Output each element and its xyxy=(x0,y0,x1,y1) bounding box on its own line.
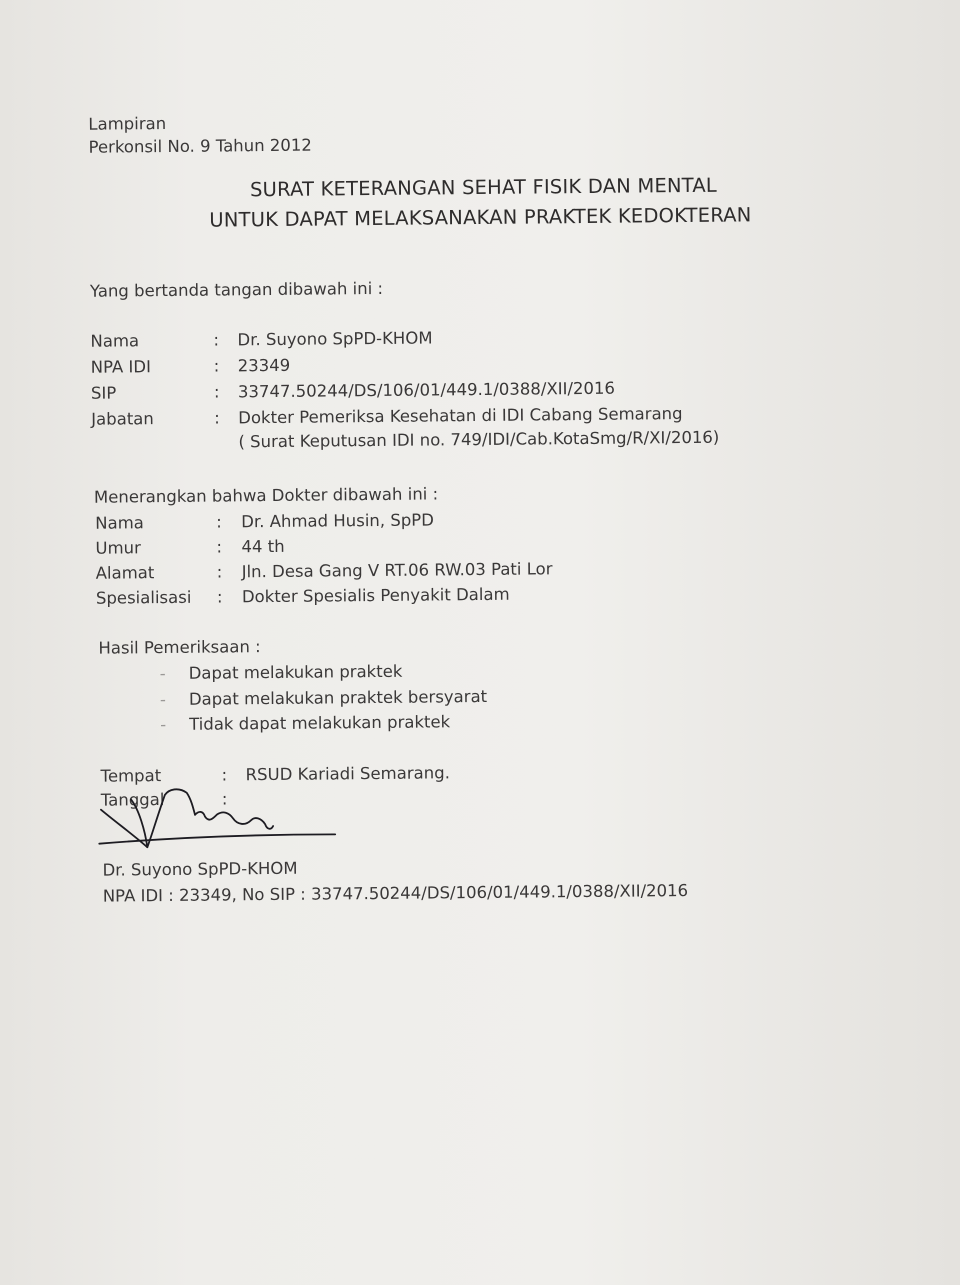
field-label: SIP xyxy=(90,383,117,403)
field-label: Jabatan xyxy=(91,409,154,429)
signer-decree-note: ( Surat Keputusan IDI no. 749/IDI/Cab.KotaSmg/R/XI/2016) xyxy=(238,427,720,452)
field-label: Alamat xyxy=(95,563,155,583)
field-value: 23349 xyxy=(237,355,291,376)
hasil-pemeriksaan-label: Hasil Pemeriksaan : xyxy=(98,637,261,658)
field-label: NPA IDI xyxy=(90,357,152,377)
doctor-row-spesialisasi xyxy=(96,582,796,611)
field-colon: : xyxy=(221,765,228,785)
hasil-option xyxy=(160,685,660,712)
field-value: Dokter Pemeriksa Kesehatan di IDI Cabang Semarang xyxy=(238,404,683,428)
field-colon: : xyxy=(213,356,220,376)
signer-row-sip xyxy=(91,377,791,406)
field-value: Jln. Desa Gang V RT.06 RW.03 Pati Lor xyxy=(241,559,553,582)
document-title-line-2: UNTUK DAPAT MELAKSANAKAN PRAKTEK KEDOKTERAN xyxy=(209,203,752,232)
field-value: 33747.50244/DS/106/01/449.1/0388/XII/2016 xyxy=(237,378,616,402)
tempat-value: RSUD Kariadi Semarang. xyxy=(245,763,450,785)
menerangkan-text: Menerangkan bahwa Dokter dibawah ini : xyxy=(93,484,439,507)
field-colon: : xyxy=(221,789,228,809)
hasil-option-text: Dapat melakukan praktek xyxy=(188,661,403,683)
field-colon: : xyxy=(213,330,220,350)
dash-bullet: - xyxy=(160,715,167,735)
doctor-row-umur xyxy=(95,532,795,561)
field-colon: : xyxy=(216,562,223,582)
field-value: Dokter Spesialis Penyakit Dalam xyxy=(241,584,510,607)
field-label: Umur xyxy=(95,538,141,558)
hasil-option xyxy=(160,710,660,737)
signer-row-nama xyxy=(90,325,790,354)
hasil-option-text: Dapat melakukan praktek bersyarat xyxy=(188,686,488,709)
footer-signer-ids: NPA IDI : 23349, No SIP : 33747.50244/DS/106/01/449.1/0388/XII/2016 xyxy=(102,881,689,906)
tempat-label: Tempat xyxy=(100,766,162,786)
hasil-option xyxy=(160,659,660,686)
perkonsil-reference: Perkonsil No. 9 Tahun 2012 xyxy=(88,135,312,157)
intro-text: Yang bertanda tangan dibawah ini : xyxy=(89,278,384,301)
footer-signer-name: Dr. Suyono SpPD-KHOM xyxy=(102,858,298,880)
dash-bullet: - xyxy=(159,664,166,684)
field-label: Nama xyxy=(95,513,144,533)
dash-bullet: - xyxy=(159,690,166,710)
field-colon: : xyxy=(216,512,222,532)
field-colon: : xyxy=(216,537,223,557)
tanggal-label: Tanggal xyxy=(100,790,165,810)
hasil-option-text: Tidak dapat melakukan praktek xyxy=(189,712,451,734)
doctor-row-nama xyxy=(95,507,795,536)
field-value: Dr. Suyono SpPD-KHOM xyxy=(237,328,433,350)
lampiran-label: Lampiran xyxy=(88,113,167,134)
signer-row-npa-idi xyxy=(91,351,791,380)
field-value: 44 th xyxy=(241,536,285,557)
field-value: Dr. Ahmad Husin, SpPD xyxy=(241,510,434,532)
field-label: Spesialisasi xyxy=(95,587,192,608)
handwritten-signature xyxy=(95,779,356,861)
field-colon: : xyxy=(216,587,223,607)
field-label: Nama xyxy=(90,331,140,351)
field-colon: : xyxy=(214,408,220,428)
field-colon: : xyxy=(213,382,220,402)
document-title-line-1: SURAT KETERANGAN SEHAT FISIK DAN MENTAL xyxy=(249,173,718,202)
doctor-row-alamat xyxy=(96,557,796,586)
